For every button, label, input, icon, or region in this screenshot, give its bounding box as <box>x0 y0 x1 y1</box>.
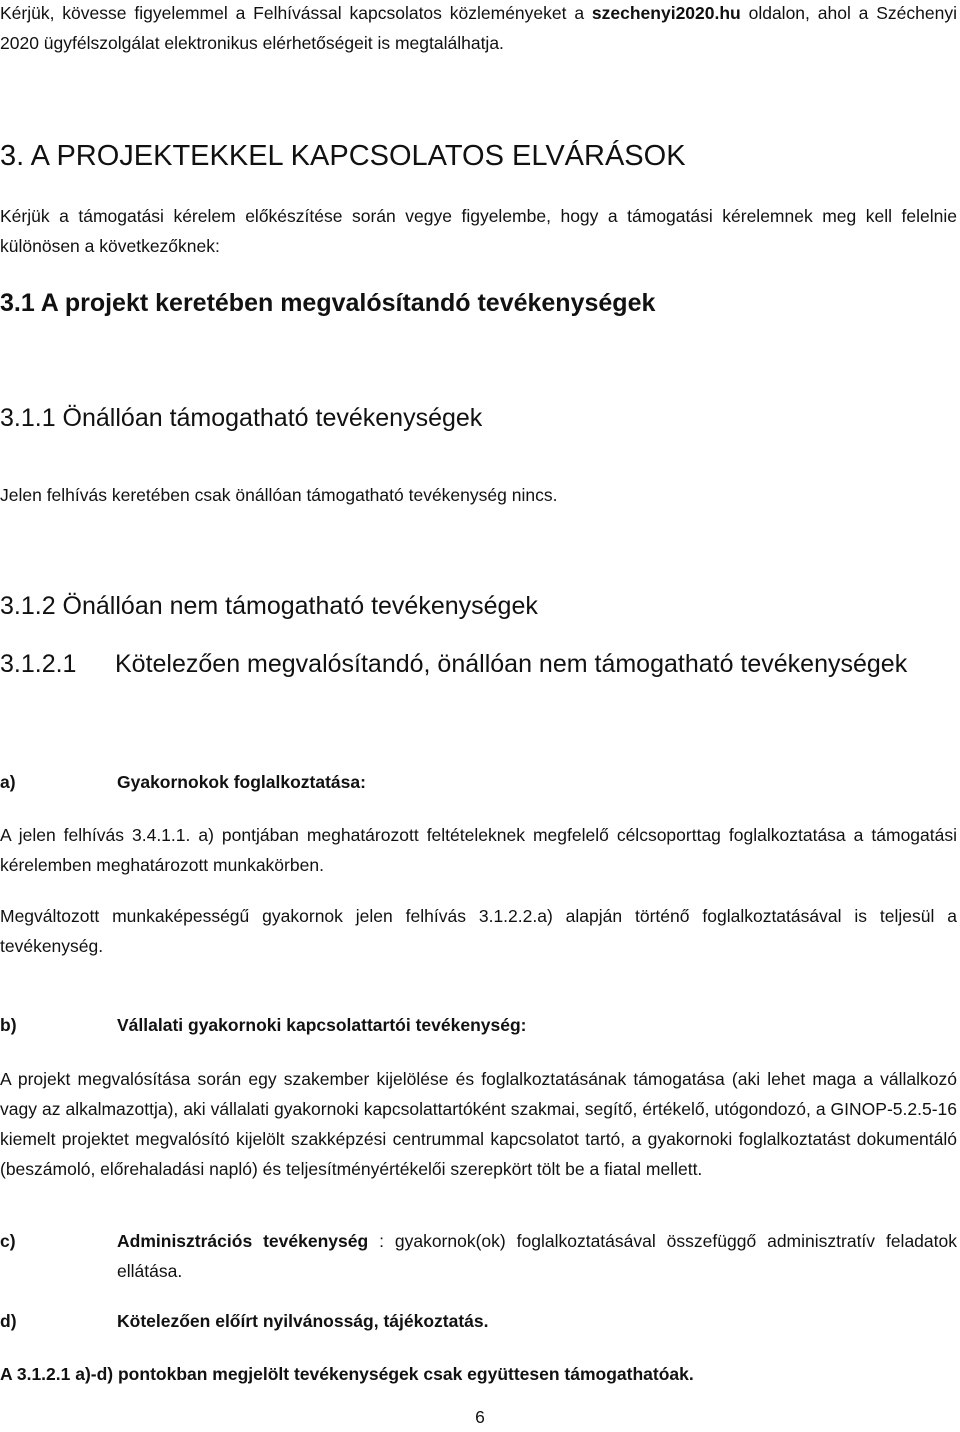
list-item-b-text: A projekt megvalósítása során egy szakember kijelölése és foglalkoztatásának támogatása (aki lehet maga a vállalkozó vagy az alkalmazottja), aki vállalati gyakornoki kapcsolattartóként szakmai, segítő, értékelő, utógondozó, a GINOP-5.2.5-16 kiemelt projektet megvalósító kijelölt szakképzési centrummal kapcsolatot tartó, a gyakornoki foglalkoztatást dokumentáló (beszámoló, előrehaladási napló) és teljesítményértékelői szerepkört tölt be a fiatal mellett. <box>0 1069 957 1179</box>
section-3-1-1-text: Jelen felhívás keretében csak önállóan támogatható tevékenység nincs. <box>0 485 558 505</box>
chapter-3-title: 3. A PROJEKTEKKEL KAPCSOLATOS ELVÁRÁSOK <box>0 140 686 172</box>
page-number: 6 <box>475 1407 485 1427</box>
chapter-3-intro-text: Kérjük a támogatási kérelem előkészítése során vegye figyelembe, hogy a támogatási kérelemnek meg kell felelnie különösen a következőknek: <box>0 206 957 256</box>
section-3-1-2-1-heading <box>0 645 957 683</box>
list-item-b-paragraph <box>0 1064 957 1184</box>
list-item-a-title: Gyakornokok foglalkoztatása: <box>117 772 366 792</box>
closing-paragraph <box>0 1359 957 1389</box>
list-item-a <box>0 767 957 797</box>
list-marker-d: d) <box>0 1311 17 1331</box>
intro-link-text: szechenyi2020.hu <box>591 3 741 23</box>
intro-text-post: oldalon, ahol a Széchenyi 2020 ügyfélszolgálat elektronikus elérhetőségeit is megtalálhatja. <box>0 3 957 53</box>
list-item-d-title: Kötelezően előírt nyilvánosság, tájékoztatás. <box>117 1311 489 1331</box>
intro-paragraph <box>0 0 957 58</box>
list-item-c-text: : gyakornok(ok) foglalkoztatásával összefüggő adminisztratív feladatok ellátása. <box>117 1231 957 1281</box>
chapter-3-heading <box>0 138 957 174</box>
list-item-d <box>0 1306 957 1336</box>
list-marker-a: a) <box>0 772 16 792</box>
section-3-1-2-1-number: 3.1.2.1 <box>0 650 77 678</box>
list-item-c-title: Adminisztrációs tevékenység <box>117 1231 369 1251</box>
section-3-1-heading <box>0 287 957 319</box>
section-3-1-title: 3.1 A projekt keretében megvalósítandó tevékenységek <box>0 289 656 317</box>
section-3-1-2-title: 3.1.2 Önállóan nem támogatható tevékenységek <box>0 592 538 620</box>
list-item-b <box>0 1010 957 1040</box>
closing-text: A 3.1.2.1 a)-d) pontokban megjelölt tevékenységek csak együttesen támogathatóak. <box>0 1364 694 1384</box>
section-3-1-1-paragraph <box>0 480 957 510</box>
section-3-1-2-heading <box>0 590 957 622</box>
list-item-a-text-2: Megváltozott munkaképességű gyakornok jelen felhívás 3.1.2.2.a) alapján történő foglalkoztatásával is teljesül a tevékenység. <box>0 906 957 956</box>
section-3-1-1-heading <box>0 402 957 434</box>
section-3-1-1-title: 3.1.1 Önállóan támogatható tevékenységek <box>0 404 483 432</box>
list-item-a-paragraph-1 <box>0 820 957 880</box>
list-item-a-paragraph-2 <box>0 901 957 961</box>
list-item-b-title: Vállalati gyakornoki kapcsolattartói tevékenység: <box>117 1015 527 1035</box>
list-marker-c: c) <box>0 1231 16 1251</box>
intro-text-pre: Kérjük, kövesse figyelemmel a Felhívással kapcsolatos közleményeket a <box>0 3 592 23</box>
chapter-3-intro <box>0 201 957 261</box>
list-marker-b: b) <box>0 1015 17 1035</box>
list-item-a-text-1: A jelen felhívás 3.4.1.1. a) pontjában meghatározott feltételeknek megfelelő célcsoporttag foglalkoztatása a támogatási kérelemben meghatározott munkakörben. <box>0 825 957 875</box>
list-item-c <box>0 1226 957 1286</box>
section-3-1-2-1-title: Kötelezően megvalósítandó, önállóan nem támogatható tevékenységek <box>115 650 908 678</box>
